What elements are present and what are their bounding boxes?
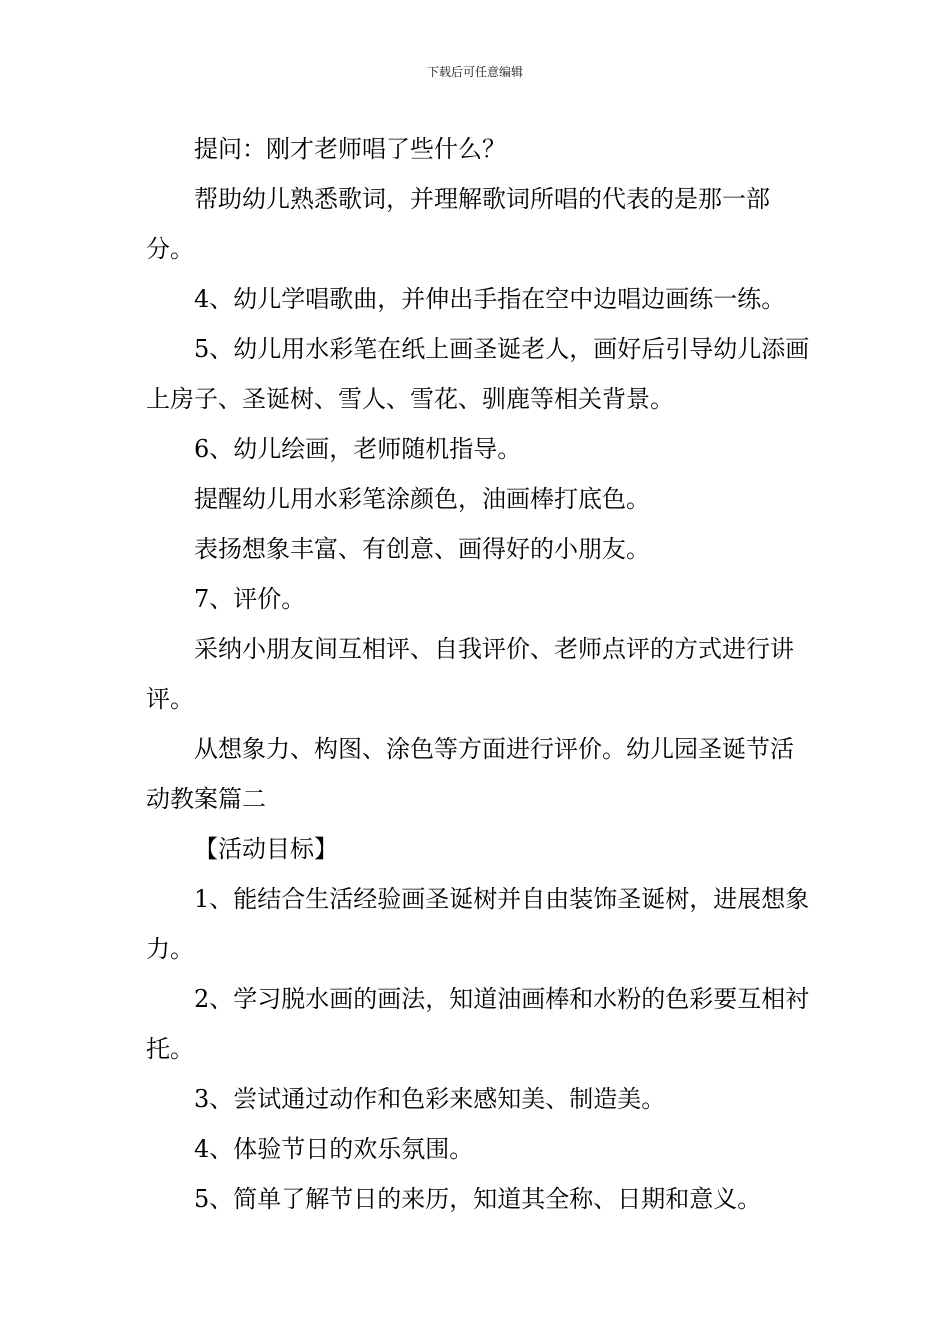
- paragraph-reminder: 提醒幼儿用水彩笔涂颜色，油画棒打底色。: [194, 485, 650, 513]
- paragraph-question: 提问：刚才老师唱了些什么？: [194, 135, 506, 163]
- paragraph-praise: 表扬想象丰富、有创意、画得好的小朋友。: [194, 535, 650, 563]
- paragraph-evaluation-aspects: 从想象力、构图、涂色等方面进行评价。幼儿园圣诞节活动教案篇二: [146, 735, 794, 813]
- paragraph-lyrics-help: 帮助幼儿熟悉歌词，并理解歌词所唱的代表的是那一部分。: [146, 185, 770, 263]
- paragraph-evaluation-method: 采纳小朋友间互相评、自我评价、老师点评的方式进行讲评。: [146, 635, 794, 713]
- goal-item-5: 5、简单了解节日的来历，知道其全称、日期和意义。: [194, 1185, 762, 1213]
- paragraph-step-5: 5、幼儿用水彩笔在纸上画圣诞老人，画好后引导幼儿添画上房子、圣诞树、雪人、雪花、驯鹿等相关背景。: [146, 335, 810, 413]
- section-heading-goals: 【活动目标】: [194, 835, 338, 863]
- page-header-note: 下载后可任意编辑: [426, 65, 523, 79]
- paragraph-step-4: 4、幼儿学唱歌曲，并伸出手指在空中边唱边画练一练。: [194, 285, 786, 313]
- goal-item-1: 1、能结合生活经验画圣诞树并自由装饰圣诞树，进展想象力。: [146, 885, 810, 963]
- goal-item-2: 2、学习脱水画的画法，知道油画棒和水粉的色彩要互相衬托。: [146, 985, 810, 1063]
- paragraph-step-7: 7、评价。: [194, 585, 306, 613]
- document-body: [146, 124, 811, 1224]
- paragraph-step-6: 6、幼儿绘画，老师随机指导。: [194, 435, 522, 463]
- goal-item-3: 3、尝试通过动作和色彩来感知美、制造美。: [194, 1085, 666, 1113]
- goal-item-4: 4、体验节日的欢乐氛围。: [194, 1135, 474, 1163]
